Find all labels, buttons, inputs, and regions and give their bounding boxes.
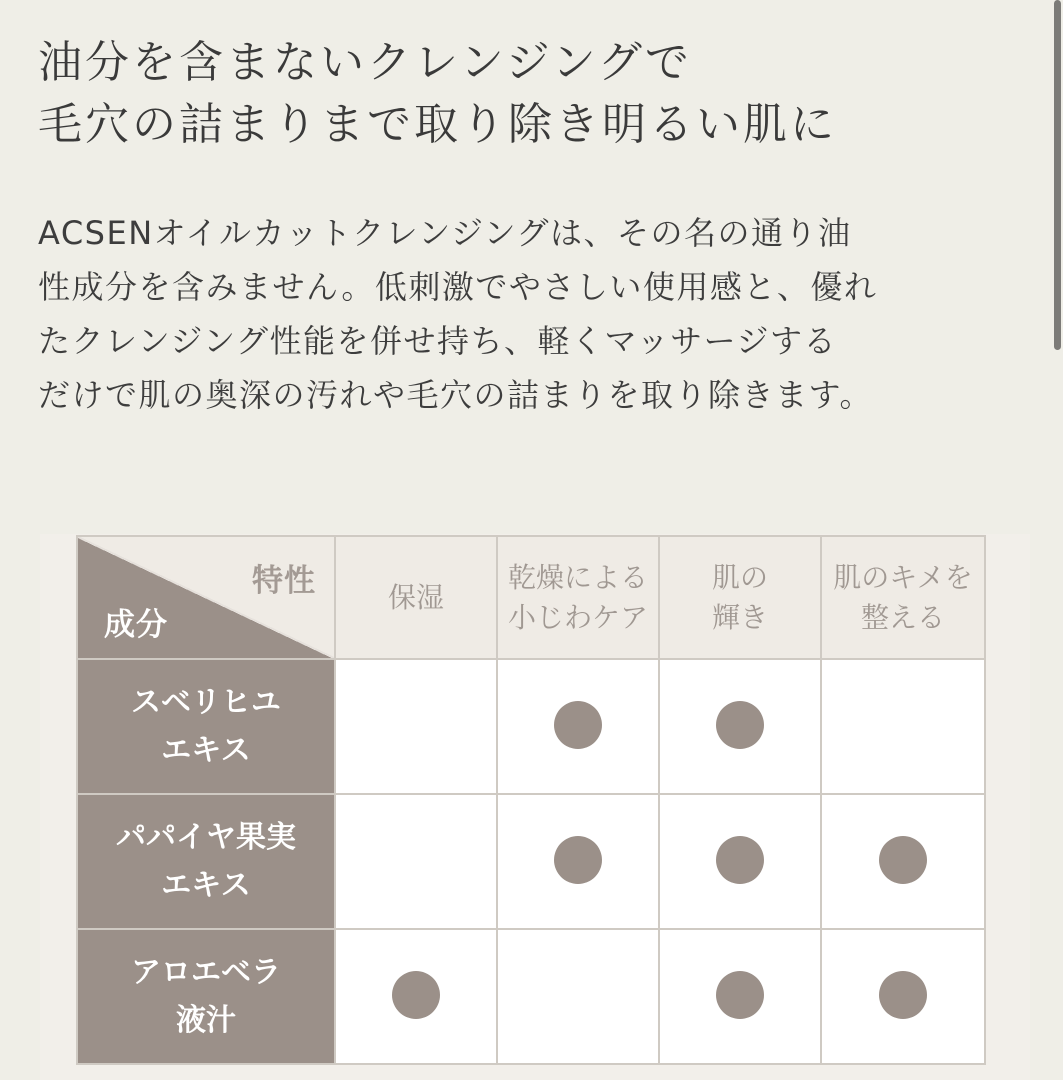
- marker-dot: [879, 836, 927, 884]
- column-header-texture: [821, 536, 985, 659]
- row-header-purslane: [77, 659, 335, 794]
- corner-property-label: 特性: [252, 563, 316, 599]
- table-cell: [335, 794, 497, 929]
- table-row: [77, 794, 985, 929]
- table-cell: [497, 794, 659, 929]
- table-corner-cell: [77, 536, 335, 659]
- description-line-2: 性成分を含みません。低刺激でやさしい使用感と、優れ: [38, 268, 878, 306]
- column-header-text: 輝き: [711, 600, 768, 634]
- table-header-row: [77, 536, 985, 659]
- headline-line-1: 油分を含まないクレンジングで: [38, 37, 692, 88]
- column-header-moisture: [335, 536, 497, 659]
- column-header-text: 保湿: [387, 580, 444, 614]
- column-header-text: 肌のキメを: [833, 560, 973, 594]
- table-cell: [335, 929, 497, 1064]
- marker-dot: [392, 971, 440, 1019]
- corner-ingredient-label: 成分: [104, 607, 168, 643]
- table-cell: [659, 659, 821, 794]
- description-line-3: たクレンジング性能を併せ持ち、軽くマッサージする: [38, 322, 838, 360]
- row-header-text: エキス: [161, 732, 251, 768]
- row-header-text: パパイヤ果実: [116, 819, 296, 855]
- table-cell: [497, 929, 659, 1064]
- table-cell: [821, 659, 985, 794]
- marker-dot: [554, 701, 602, 749]
- marker-dot: [716, 701, 764, 749]
- table-cell: [335, 659, 497, 794]
- table-cell: [821, 929, 985, 1064]
- marker-dot: [879, 971, 927, 1019]
- table-cell: [659, 794, 821, 929]
- column-header-radiance: [659, 536, 821, 659]
- marker-dot: [554, 836, 602, 884]
- table-row: [77, 659, 985, 794]
- ingredient-table: [76, 535, 986, 1065]
- description-line-4: だけで肌の奥深の汚れや毛穴の詰まりを取り除きます。: [38, 376, 873, 414]
- headline: [38, 32, 837, 156]
- column-header-text: 小じわケア: [507, 600, 648, 634]
- description-line-1: ACSENオイルカットクレンジングは、その名の通り油: [38, 214, 852, 252]
- table-row: [77, 929, 985, 1064]
- column-header-text: 肌の: [711, 560, 768, 594]
- headline-line-2: 毛穴の詰まりまで取り除き明るい肌に: [38, 99, 837, 150]
- table-cell: [497, 659, 659, 794]
- table-cell: [821, 794, 985, 929]
- column-header-text: 乾燥による: [507, 560, 648, 594]
- column-header-wrinkle-care: [497, 536, 659, 659]
- row-header-aloe: [77, 929, 335, 1064]
- row-header-text: スベリヒユ: [131, 684, 281, 720]
- scrollbar[interactable]: [1054, 0, 1061, 350]
- marker-dot: [716, 971, 764, 1019]
- description: [38, 206, 1028, 422]
- marker-dot: [716, 836, 764, 884]
- row-header-text: 液汁: [176, 1002, 236, 1038]
- row-header-text: エキス: [161, 867, 251, 903]
- row-header-papaya: [77, 794, 335, 929]
- column-header-text: 整える: [860, 600, 945, 634]
- row-header-text: アロエベラ: [131, 954, 281, 990]
- table-cell: [659, 929, 821, 1064]
